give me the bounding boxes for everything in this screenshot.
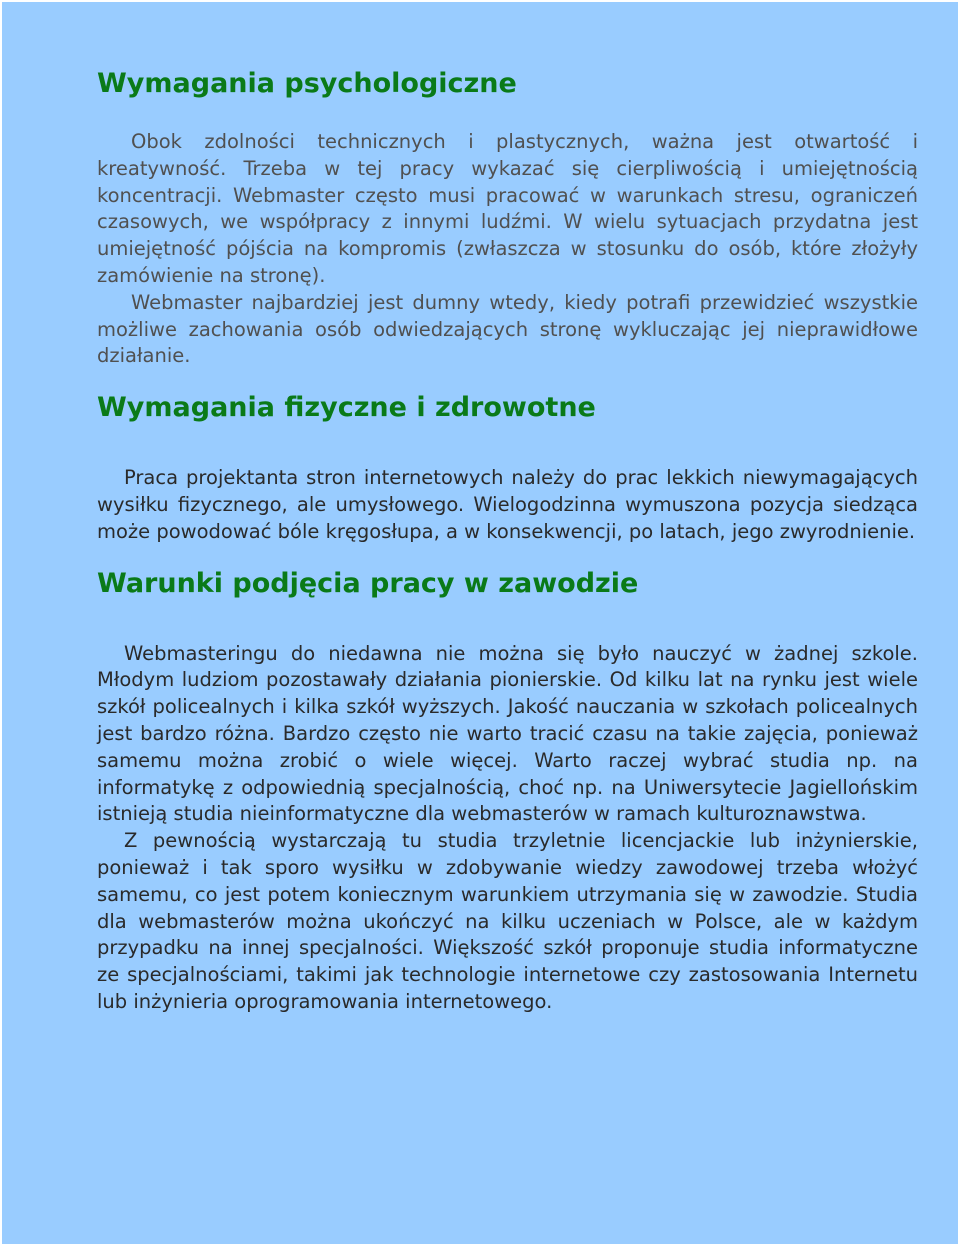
document-page — [2, 2, 958, 1244]
paragraph: Praca projektanta stron internetowych należy do prac lekkich niewymagających wysiłku fizycznego, ale umysłowego. Wielogodzinna wymuszona pozycja siedząca może powodować bóle kręgosłupa, a w konsekwencji, po latach, jego zwyrodnienie. — [97, 466, 918, 543]
section-heading: Wymagania psychologiczne — [97, 68, 517, 99]
section-heading: Warunki podjęcia pracy w zawodzie — [97, 567, 639, 599]
section-job-conditions — [97, 566, 918, 1016]
paragraph: Z pewnością wystarczają tu studia trzyletnie licencjackie lub inżynierskie, ponieważ i tak sporo wysiłku w zdobywanie wiedzy zawodowej trzeba włożyć samemu, co jest potem koniecznym warunkiem utrzymania się w zawodzie. Studia dla webmasterów można ukończyć na kilku uczeniach w Polsce, ale w każdym przypadku na innej specjalności. Większość szkół proponuje studia informatyczne ze specjalnościami, takimi jak technologie internetowe czy zastosowania Internetu lub inżynieria oprogramowania internetowego. — [97, 829, 918, 1013]
section-physical-health-requirements — [97, 390, 918, 545]
paragraph: Webmasteringu do niedawna nie można się było nauczyć w żadnej szkole. Młodym ludziom pozostawały działania pionierskie. Od kilku lat na rynku jest wiele szkół policealnych i kilka szkół wyższych. Jakość nauczania w szkołach policealnych jest bardzo różna. Bardzo często nie warto tracić czasu na takie zajęcia, ponieważ samemu można zrobić o wiele więcej. Warto raczej wybrać studia np. na informatykę z odpowiednią specjalnością, choć np. na Uniwersytecie Jagiellońskim istnieją studia nieinformatyczne dla webmasterów w ramach kulturoznawstwa. — [97, 641, 918, 826]
paragraph: Webmaster najbardziej jest dumny wtedy, kiedy potrafi przewidzieć wszystkie możliwe zachowania osób odwiedzających stronę wykluczając jej nieprawidłowe działanie. — [97, 290, 918, 368]
paragraph: Obok zdolności technicznych i plastycznych, ważna jest otwartość i kreatywność. Trzeba w tej pracy wykazać się cierpliwością i umiejętnością koncentracji. Webmaster często musi pracować w warunkach stresu, ograniczeń czasowych, we współpracy z innymi ludźmi. W wielu sytuacjach przydatna jest umiejętność pójścia na kompromis (zwłaszcza w stosunku do osób, które złożyły zamówienie na stronę). — [97, 130, 918, 287]
section-heading: Wymagania fizyczne i zdrowotne — [97, 392, 596, 424]
section-psychological-requirements — [97, 66, 918, 370]
